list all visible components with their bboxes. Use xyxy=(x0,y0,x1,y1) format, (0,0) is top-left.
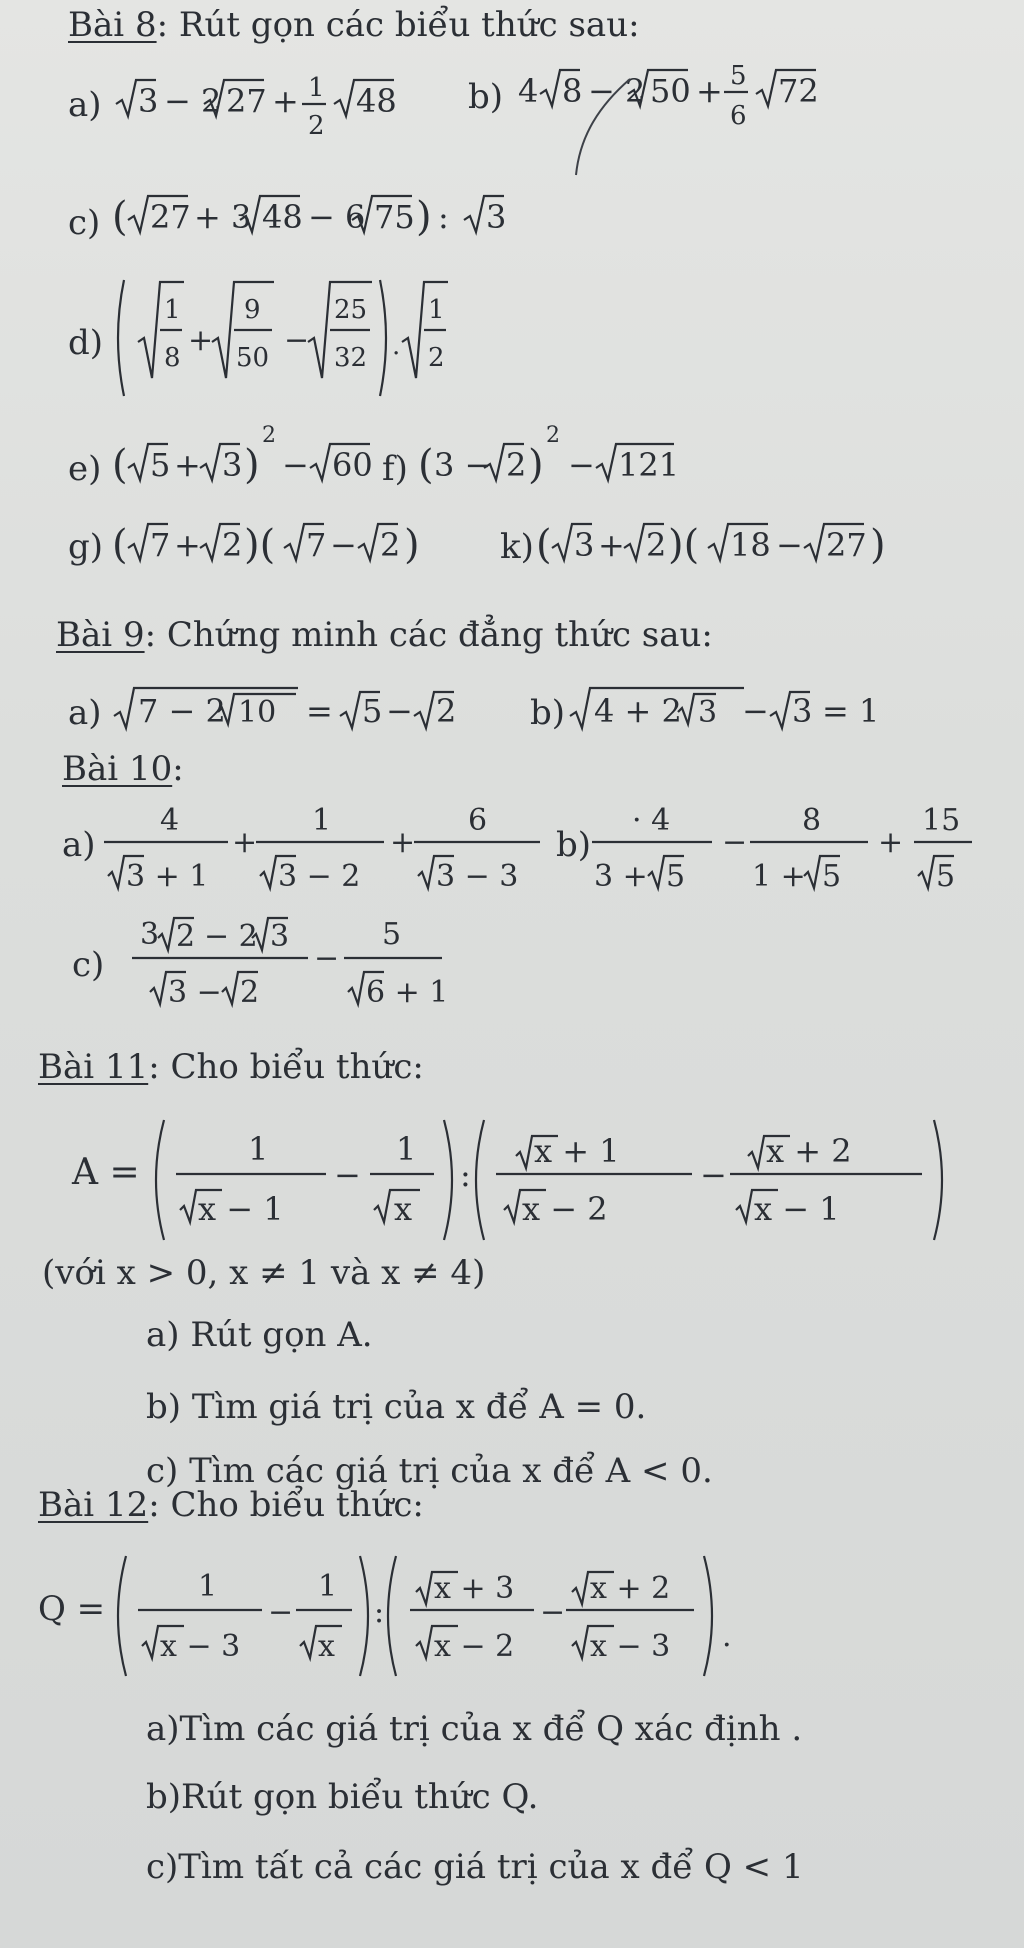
svg-text:(: ( xyxy=(536,522,552,568)
svg-text:= 1: = 1 xyxy=(822,692,880,730)
svg-text:27: 27 xyxy=(150,198,191,236)
svg-text:+ 3: + 3 xyxy=(194,198,252,236)
svg-text:2: 2 xyxy=(240,975,260,1010)
svg-text:x + 1: x + 1 xyxy=(534,1132,620,1170)
svg-text:)(: )( xyxy=(244,522,276,568)
svg-text:5: 5 xyxy=(936,859,956,894)
bai8-d-label: d) xyxy=(68,323,104,363)
svg-text:3: 3 xyxy=(698,695,718,730)
svg-text:3 + 1: 3 + 1 xyxy=(126,859,209,894)
svg-text:(: ( xyxy=(112,442,128,488)
svg-text:(: ( xyxy=(418,442,434,488)
bai9-heading xyxy=(56,615,713,655)
bai12-instruction: : Cho biểu thức: xyxy=(148,1485,424,1525)
bai12-title: Bài 12 xyxy=(38,1485,149,1525)
svg-text:4: 4 xyxy=(518,72,539,110)
svg-text:): ) xyxy=(244,442,260,488)
svg-text:60: 60 xyxy=(332,446,373,484)
svg-text:4: 4 xyxy=(160,803,180,838)
svg-text:5: 5 xyxy=(382,917,402,952)
bai11-a: a) Rút gọn A. xyxy=(146,1315,373,1355)
svg-text:(: ( xyxy=(112,194,128,240)
svg-text:1: 1 xyxy=(318,1569,338,1604)
svg-text:x: x xyxy=(318,1629,335,1664)
svg-text:(: ( xyxy=(112,522,128,568)
bai9-b-label: b) xyxy=(530,693,566,733)
svg-text:2: 2 xyxy=(646,526,667,564)
bai10-instruction: : xyxy=(172,749,184,789)
svg-text:−: − xyxy=(268,1595,294,1630)
svg-text:3: 3 xyxy=(792,692,813,730)
svg-text:25: 25 xyxy=(334,295,368,325)
svg-text:x + 2: x + 2 xyxy=(766,1132,852,1170)
svg-text:2: 2 xyxy=(546,423,560,448)
svg-text:): ) xyxy=(416,194,432,240)
svg-text:6: 6 xyxy=(468,803,488,838)
svg-text:2: 2 xyxy=(176,919,196,954)
svg-text:A =: A = xyxy=(72,1152,140,1193)
svg-text:7: 7 xyxy=(306,526,327,564)
svg-text:+: + xyxy=(598,526,625,564)
svg-text:x: x xyxy=(394,1190,413,1228)
svg-text:.: . xyxy=(392,331,401,361)
bai10-a-expression xyxy=(104,790,544,910)
svg-text:3: 3 xyxy=(138,82,159,120)
svg-text:x + 3: x + 3 xyxy=(434,1571,515,1606)
bai10-title: Bài 10 xyxy=(62,749,173,789)
bai8-c-expression xyxy=(112,166,632,266)
svg-text:x − 3: x − 3 xyxy=(160,1629,241,1664)
svg-text:15: 15 xyxy=(922,803,961,838)
bai10-c-label: c) xyxy=(72,945,105,985)
svg-text:2: 2 xyxy=(506,446,527,484)
bai11-condition: (với x > 0, x ≠ 1 và x ≠ 4) xyxy=(42,1253,486,1293)
svg-text:x + 2: x + 2 xyxy=(590,1571,671,1606)
svg-text:−: − xyxy=(330,526,357,564)
bai9-title: Bài 9 xyxy=(56,615,145,655)
bai9-b-expression xyxy=(566,658,986,758)
bai8-k-expression xyxy=(536,490,996,590)
svg-text:+: + xyxy=(174,526,201,564)
svg-text:+: + xyxy=(174,446,201,484)
svg-text:x − 2: x − 2 xyxy=(522,1190,608,1228)
svg-text:2: 2 xyxy=(262,423,276,448)
svg-text:1: 1 xyxy=(308,73,325,103)
svg-text:2: 2 xyxy=(436,692,457,730)
svg-text:): ) xyxy=(870,522,886,568)
svg-text:· 4: · 4 xyxy=(632,803,671,838)
svg-text:32: 32 xyxy=(334,343,368,373)
bai10-c-expression xyxy=(112,904,472,1024)
svg-text:9: 9 xyxy=(244,295,261,325)
svg-text:−: − xyxy=(284,323,310,358)
svg-text:1: 1 xyxy=(248,1130,269,1168)
svg-text:5: 5 xyxy=(822,859,842,894)
svg-text:10: 10 xyxy=(238,695,277,730)
svg-text::: : xyxy=(438,198,449,236)
svg-text:8: 8 xyxy=(164,343,181,373)
bai9-a-expression xyxy=(110,658,530,758)
svg-text:48: 48 xyxy=(356,82,397,120)
bai8-b-label: b) xyxy=(468,77,504,117)
svg-text:6 + 1: 6 + 1 xyxy=(366,975,449,1010)
svg-text:3: 3 xyxy=(486,198,507,236)
bai10-b-label: b) xyxy=(556,825,592,865)
svg-text:1: 1 xyxy=(312,803,332,838)
bai12-c: c)Tìm tất cả các giá trị của x để Q < 1 xyxy=(146,1847,804,1887)
svg-text:Q =: Q = xyxy=(38,1589,106,1629)
svg-text:−: − xyxy=(776,526,803,564)
svg-text:48: 48 xyxy=(262,198,303,236)
svg-text:8: 8 xyxy=(802,803,822,838)
bai11-b: b) Tìm giá trị của x để A = 0. xyxy=(146,1387,647,1427)
bai8-a-expression xyxy=(112,50,472,150)
svg-text::: : xyxy=(374,1595,385,1630)
svg-text:6: 6 xyxy=(730,101,747,131)
bai8-g-label: g) xyxy=(68,527,104,567)
svg-text:27: 27 xyxy=(826,526,867,564)
svg-text:3: 3 xyxy=(574,526,595,564)
svg-text:3 −: 3 − xyxy=(168,975,222,1010)
svg-text:7 − 2: 7 − 2 xyxy=(138,692,226,730)
svg-text:x − 1: x − 1 xyxy=(198,1190,284,1228)
svg-text::: : xyxy=(460,1156,471,1194)
svg-text:3: 3 xyxy=(222,446,243,484)
svg-text:−: − xyxy=(722,825,748,860)
svg-text:− 2: − 2 xyxy=(204,919,258,954)
bai12-a: a)Tìm các giá trị của x để Q xác định . xyxy=(146,1709,803,1749)
svg-text:2: 2 xyxy=(308,111,325,141)
svg-text:− 2: − 2 xyxy=(588,72,646,110)
bai8-title: Bài 8 xyxy=(68,5,157,45)
bai11-c: c) Tìm các giá trị của x để A < 0. xyxy=(146,1451,713,1491)
svg-text:5: 5 xyxy=(150,446,171,484)
svg-text:121: 121 xyxy=(618,446,680,484)
svg-text:27: 27 xyxy=(226,82,267,120)
svg-text:+: + xyxy=(390,825,416,860)
svg-text:2: 2 xyxy=(380,526,401,564)
bai9-instruction: : Chứng minh các đẳng thức sau: xyxy=(144,615,713,655)
svg-text:50: 50 xyxy=(650,72,691,110)
bai8-k-label: k) xyxy=(500,527,534,567)
svg-text:75: 75 xyxy=(374,198,415,236)
svg-text:): ) xyxy=(528,442,544,488)
svg-text:=: = xyxy=(306,692,333,730)
svg-text:−: − xyxy=(742,692,769,730)
svg-text:−: − xyxy=(314,941,340,976)
bai11-expression-A xyxy=(64,1100,964,1260)
svg-text:− 2: − 2 xyxy=(164,82,222,120)
svg-text:2: 2 xyxy=(428,343,445,373)
bai11-title: Bài 11 xyxy=(38,1047,149,1087)
svg-text:18: 18 xyxy=(730,526,771,564)
bai8-c-label: c) xyxy=(68,203,101,243)
bai8-f-label: f) xyxy=(382,449,408,489)
bai10-a-label: a) xyxy=(62,825,96,865)
svg-text:5: 5 xyxy=(362,692,383,730)
svg-text:− 6: − 6 xyxy=(308,198,366,236)
bai8-g-expression xyxy=(112,490,512,590)
svg-text:1: 1 xyxy=(428,295,445,325)
bai11-instruction: : Cho biểu thức: xyxy=(148,1047,424,1087)
svg-text:1 +: 1 + xyxy=(752,859,806,894)
svg-text:5: 5 xyxy=(730,61,747,91)
svg-text:.: . xyxy=(722,1619,732,1654)
svg-text:2: 2 xyxy=(222,526,243,564)
svg-text:−: − xyxy=(700,1156,727,1194)
bai8-e-label: e) xyxy=(68,449,102,489)
bai12-heading xyxy=(38,1485,424,1525)
svg-text:3: 3 xyxy=(140,917,160,952)
bai10-heading xyxy=(62,749,184,789)
bai8-a-label: a) xyxy=(68,85,102,125)
svg-text:5: 5 xyxy=(666,859,686,894)
svg-text:+: + xyxy=(878,825,904,860)
svg-text:3 +: 3 + xyxy=(594,859,648,894)
bai9-a-label: a) xyxy=(68,693,102,733)
bai12-b: b)Rút gọn biểu thức Q. xyxy=(146,1777,539,1817)
svg-text:+: + xyxy=(188,323,214,358)
bai8-heading xyxy=(68,5,640,45)
svg-text:4 + 2: 4 + 2 xyxy=(594,692,682,730)
svg-text:−: − xyxy=(568,446,595,484)
svg-text:1: 1 xyxy=(198,1569,218,1604)
bai8-d-expression xyxy=(112,268,552,408)
svg-text:+: + xyxy=(696,72,723,110)
svg-text:1: 1 xyxy=(164,295,181,325)
svg-text:−: − xyxy=(386,692,413,730)
bai8-instruction: : Rút gọn các biểu thức sau: xyxy=(156,5,640,45)
svg-text:+: + xyxy=(272,82,299,120)
svg-text:8: 8 xyxy=(562,72,583,110)
svg-text:+: + xyxy=(232,825,258,860)
svg-text:x − 3: x − 3 xyxy=(590,1629,671,1664)
svg-text:): ) xyxy=(404,522,420,568)
bai12-expression-Q xyxy=(34,1536,814,1696)
svg-text:50: 50 xyxy=(236,343,270,373)
svg-text:3 − 2: 3 − 2 xyxy=(278,859,361,894)
svg-text:x − 1: x − 1 xyxy=(754,1190,840,1228)
svg-text:3 − 3: 3 − 3 xyxy=(436,859,519,894)
svg-text:1: 1 xyxy=(396,1130,417,1168)
svg-text:−: − xyxy=(334,1156,361,1194)
svg-text:3 −: 3 − xyxy=(434,446,492,484)
svg-text:)(: )( xyxy=(668,522,700,568)
svg-text:−: − xyxy=(282,446,309,484)
svg-text:−: − xyxy=(540,1595,566,1630)
svg-text:7: 7 xyxy=(150,526,171,564)
bai11-heading xyxy=(38,1047,424,1087)
bai10-b-expression xyxy=(592,790,1024,910)
svg-text:72: 72 xyxy=(778,72,819,110)
svg-text:3: 3 xyxy=(270,919,290,954)
svg-text:x − 2: x − 2 xyxy=(434,1629,515,1664)
